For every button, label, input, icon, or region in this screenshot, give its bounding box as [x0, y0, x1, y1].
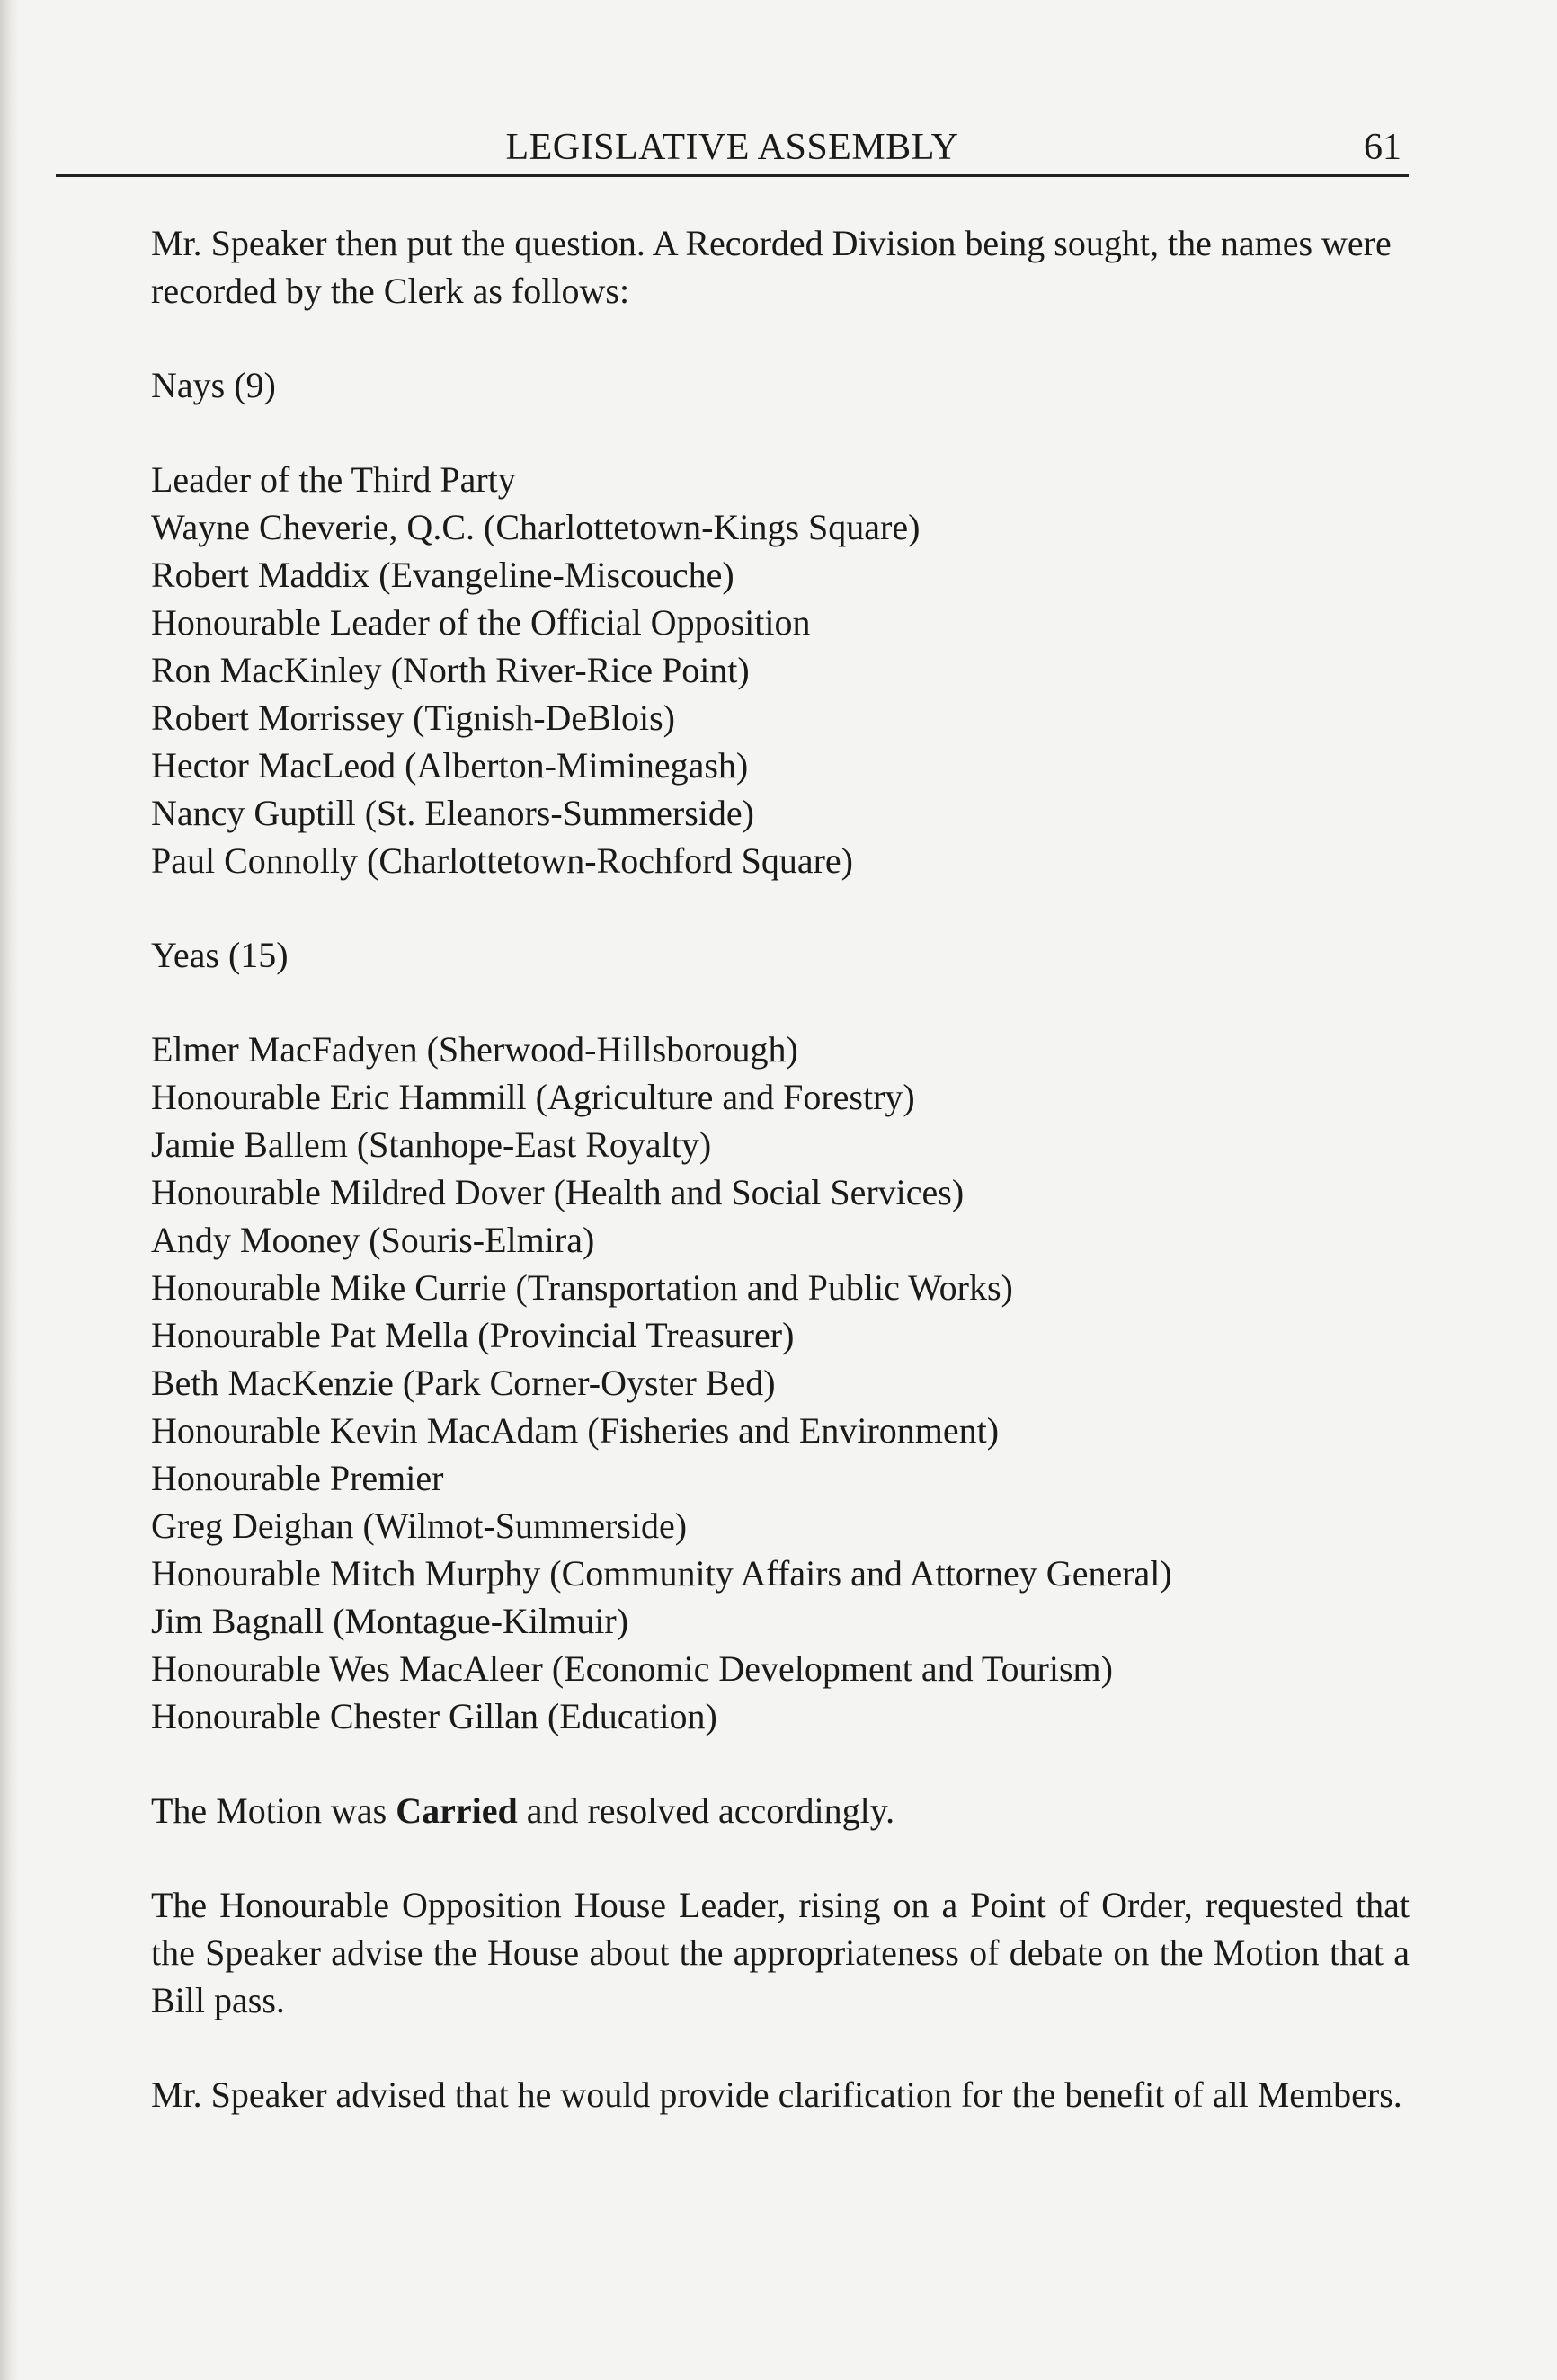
intro-paragraph: Mr. Speaker then put the question. A Recorded Division being sought, the names were recorded by the Clerk as follows:: [151, 223, 1392, 311]
nays-list: [151, 456, 1410, 884]
motion-result: [151, 1787, 1410, 1834]
nays-member: Nancy Guptill (St. Eleanors-Summerside): [151, 793, 754, 833]
yeas-heading: Yeas (15): [151, 935, 289, 975]
yeas-member: Honourable Premier: [151, 1458, 444, 1498]
yeas-member: Honourable Mitch Murphy (Community Affairs and Attorney General): [151, 1553, 1172, 1594]
motion-result-prefix: The Motion was: [151, 1790, 396, 1831]
yeas-member: Honourable Pat Mella (Provincial Treasurer): [151, 1315, 795, 1355]
motion-result-suffix: and resolved accordingly.: [517, 1790, 895, 1831]
yeas-member: Elmer MacFadyen (Sherwood-Hillsborough): [151, 1029, 798, 1070]
page-edge-shadow: [0, 0, 20, 2380]
yeas-member: Jim Bagnall (Montague-Kilmuir): [151, 1601, 629, 1641]
yeas-list: [151, 1026, 1410, 1740]
document-body: [151, 219, 1410, 2118]
yeas-member: Andy Mooney (Souris-Elmira): [151, 1220, 595, 1260]
yeas-member: Honourable Wes MacAleer (Economic Development and Tourism): [151, 1648, 1113, 1689]
nays-heading: Nays (9): [151, 365, 276, 405]
nays-member: Leader of the Third Party: [151, 459, 516, 500]
nays-member: Ron MacKinley (North River-Rice Point): [151, 650, 750, 690]
yeas-member: Honourable Eric Hammill (Agriculture and Forestry): [151, 1077, 915, 1117]
yeas-member: Jamie Ballem (Stanhope-East Royalty): [151, 1124, 712, 1165]
yeas-member: Honourable Mike Currie (Transportation and Public Works): [151, 1267, 1013, 1308]
speaker-response-paragraph: Mr. Speaker advised that he would provide clarification for the benefit of all Members.: [151, 2074, 1402, 2115]
page-header: [56, 119, 1409, 177]
yeas-member: Honourable Chester Gillan (Education): [151, 1696, 717, 1736]
running-title: LEGISLATIVE ASSEMBLY: [505, 127, 959, 168]
yeas-member: Honourable Kevin MacAdam (Fisheries and Environment): [151, 1410, 1000, 1451]
nays-member: Robert Maddix (Evangeline-Miscouche): [151, 555, 734, 595]
yeas-member: Greg Deighan (Wilmot-Summerside): [151, 1505, 688, 1546]
yeas-member: Beth MacKenzie (Park Corner-Oyster Bed): [151, 1363, 776, 1403]
nays-member: Hector MacLeod (Alberton-Miminegash): [151, 745, 749, 786]
nays-member: Robert Morrissey (Tignish-DeBlois): [151, 697, 675, 738]
motion-result-status: Carried: [396, 1790, 518, 1831]
nays-member: Wayne Cheverie, Q.C. (Charlottetown-Kings Square): [151, 507, 921, 547]
yeas-member: Honourable Mildred Dover (Health and Social Services): [151, 1172, 965, 1212]
point-of-order-paragraph: The Honourable Opposition House Leader, rising on a Point of Order, requested that the Speaker advise the House about the appropriateness of debate on the Motion that a Bill pass.: [151, 1885, 1410, 2020]
page-number: 61: [1364, 127, 1401, 168]
nays-member: Paul Connolly (Charlottetown-Rochford Square): [151, 840, 853, 881]
nays-member: Honourable Leader of the Official Opposition: [151, 602, 811, 643]
